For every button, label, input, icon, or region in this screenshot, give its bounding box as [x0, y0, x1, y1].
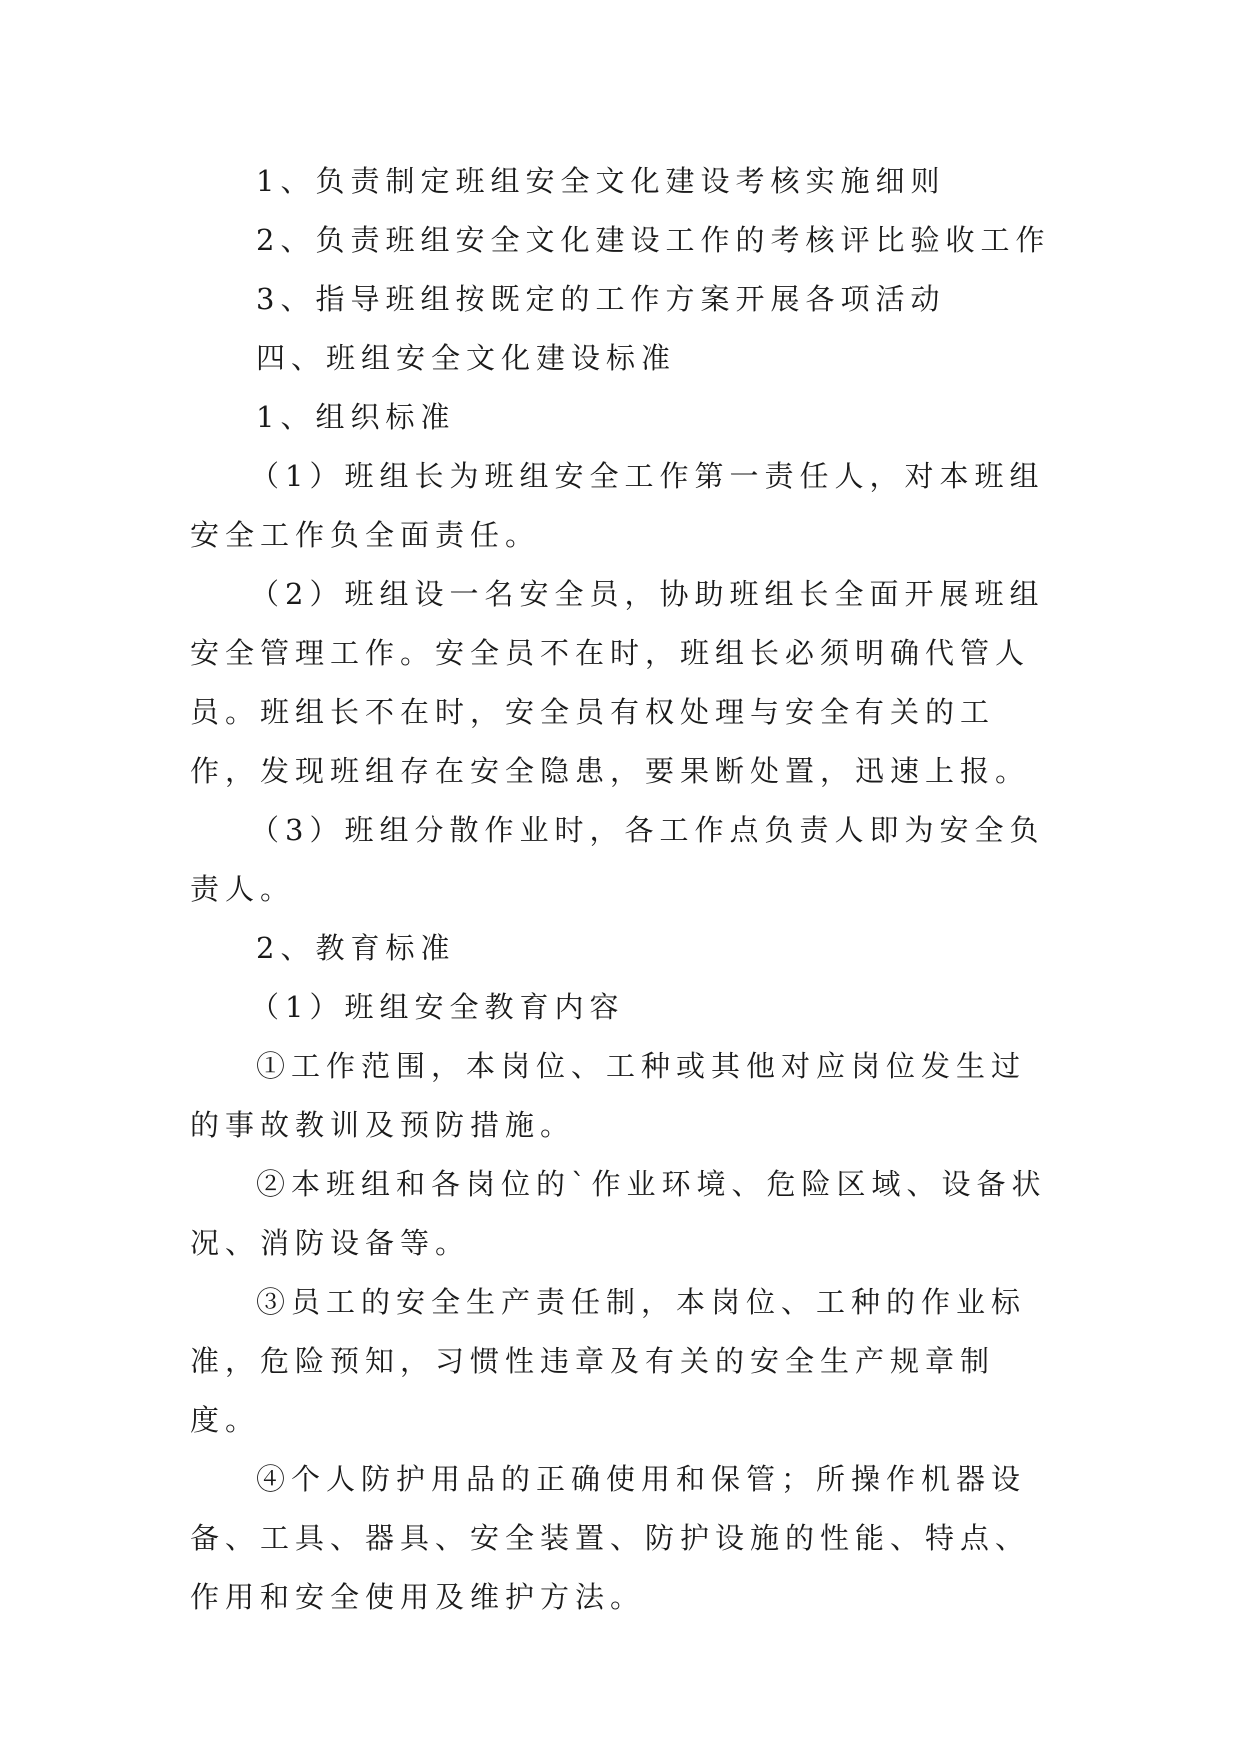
document-body	[190, 152, 1060, 1627]
paragraph-edu-item-1: ①工作范围，本岗位、工种或其他对应岗位发生过的事故教训及预防措施。	[190, 1049, 1027, 1142]
subheading-organization-standard: 1、组织标准	[256, 400, 456, 434]
paragraph-edu-1: （1）班组安全教育内容	[250, 990, 625, 1024]
paragraph-duty-2: 2、负责班组安全文化建设工作的考核评比验收工作	[256, 223, 1051, 257]
paragraph-edu-item-3: ③员工的安全生产责任制，本岗位、工种的作业标准，危险预知，习惯性违章及有关的安全生产规章制度。	[190, 1285, 1027, 1437]
subheading-education-standard: 2、教育标准	[256, 931, 456, 965]
paragraph-org-3: （3）班组分散作业时，各工作点负责人即为安全负责人。	[190, 813, 1045, 906]
paragraph-edu-item-2: ②本班组和各岗位的`作业环境、危险区域、设备状况、消防设备等。	[190, 1167, 1047, 1260]
section-heading-standards: 四、班组安全文化建设标准	[256, 341, 677, 375]
paragraph-duty-1: 1、负责制定班组安全文化建设考核实施细则	[256, 164, 946, 198]
paragraph-duty-3: 3、指导班组按既定的工作方案开展各项活动	[256, 282, 946, 316]
paragraph-edu-item-4: ④个人防护用品的正确使用和保管；所操作机器设备、工具、器具、安全装置、防护设施的性能、特点、作用和安全使用及维护方法。	[190, 1462, 1031, 1614]
paragraph-org-2: （2）班组设一名安全员，协助班组长全面开展班组安全管理工作。安全员不在时，班组长必须明确代管人员。班组长不在时，安全员有权处理与安全有关的工作，发现班组存在安全隐患，要果断处置，迅速上报。	[190, 577, 1045, 788]
paragraph-org-1: （1）班组长为班组安全工作第一责任人，对本班组安全工作负全面责任。	[190, 459, 1045, 552]
